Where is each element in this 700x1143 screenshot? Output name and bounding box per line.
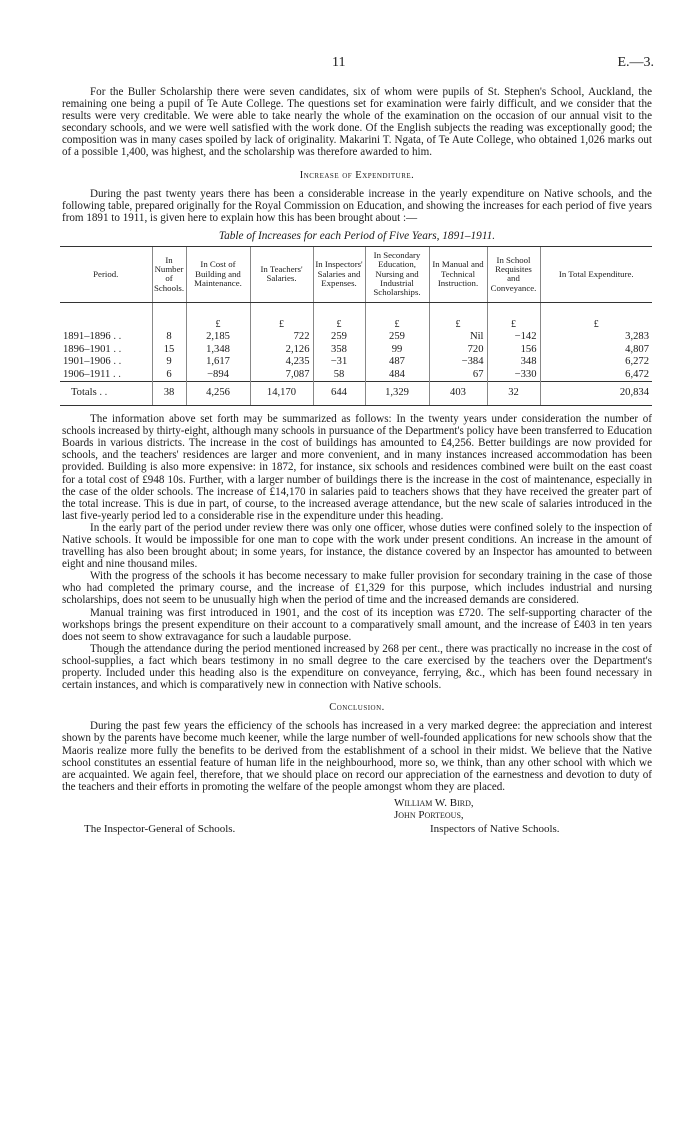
period-cell: 1896–1901 . .: [63, 343, 122, 355]
document-reference: E.—3.: [617, 55, 654, 70]
table-cell: 9: [152, 356, 186, 369]
increases-table: [60, 246, 652, 406]
table-row: [60, 369, 652, 382]
page-number: 11: [332, 55, 346, 70]
table-header-row: [60, 247, 652, 302]
table-title: Table of Increases for each Period of Five Years, 1891–1911.: [218, 229, 496, 242]
table-cell: 487: [365, 356, 429, 369]
attendance-paragraph: Though the attendance during the period mentioned increased by 268 per cent., there was practically no increase in the cost of school-supplies, a fact which bears testimony in no small degree to the care exercised by the teachers over the Department's property. Included under this heading also is the expenditure on conveyance, ferrying, &c., which has been found necessary in certain instances, and which is comparatively new in connection with Native schools.: [62, 642, 652, 692]
table-cell: 2,185: [186, 331, 250, 344]
col-header-total: In Total Expenditure.: [540, 247, 652, 302]
total-cell: 403: [429, 382, 487, 406]
table-cell: 2,126: [250, 344, 313, 357]
table-cell: 259: [313, 331, 365, 344]
heading-conclusion: Conclusion.: [329, 702, 385, 714]
col-header-requisites: In School Requisites and Conveyance.: [487, 247, 540, 302]
signatory-name-porteous: John Porteous,: [394, 808, 464, 821]
table-cell: 4,807: [540, 344, 652, 357]
table-cell: 6: [152, 369, 186, 382]
addressee: The Inspector-General of Schools.: [84, 822, 236, 835]
increase-paragraph: During the past twenty years there has been a considerable increase in the yearly expenditure on Native schools, and the following table, prepared originally for the Royal Commission on Education, and showing the increases for each period of five years from 1891 to 1911, is given here to explain how this has been brought about :—: [62, 187, 652, 224]
table-cell: Nil: [429, 331, 487, 344]
table-cell: 156: [487, 344, 540, 357]
unit-cell: £: [186, 302, 250, 331]
period-cell: 1891–1896 . .: [63, 331, 122, 343]
unit-cell: [152, 302, 186, 331]
table-cell: 358: [313, 344, 365, 357]
unit-cell: £: [365, 302, 429, 331]
table-cell: 720: [429, 344, 487, 357]
table-totals-row: [60, 382, 652, 406]
table-cell: 1,348: [186, 344, 250, 357]
heading-increase-of-expenditure: Increase of Expenditure.: [299, 169, 415, 181]
unit-cell: £: [487, 302, 540, 331]
table-cell: 7,087: [250, 369, 313, 382]
table-cell: 15: [152, 344, 186, 357]
total-cell: 20,834: [540, 382, 652, 406]
table-cell: −384: [429, 356, 487, 369]
col-header-manual: In Manual and Technical Instruction.: [429, 247, 487, 302]
table-row: [60, 356, 652, 369]
table-cell: −330: [487, 369, 540, 382]
inspection-paragraph: In the early part of the period under review there was only one officer, whose duties were confined solely to the inspection of Native schools. It would be impossible for one man to cope with the work under present conditions. An increase in the amount of travelling has also been brought about; in some years, for instance, the distance covered by an Inspector has amounted to between eight and nine thousand miles.: [62, 521, 652, 571]
table-units-row: [60, 302, 652, 331]
signatory-title: Inspectors of Native Schools.: [430, 822, 560, 835]
table-cell: 8: [152, 331, 186, 344]
total-cell: 38: [152, 382, 186, 406]
table-cell: 348: [487, 356, 540, 369]
table-cell: 6,472: [540, 369, 652, 382]
manual-training-paragraph: Manual training was first introduced in 1901, and the cost of its inception was £720. The self-supporting character of the workshops brings the present expenditure on their account to a comparatively small amount, and the increase of £403 in ten years does not seem to show extravagance for such a laudable purpose.: [62, 606, 652, 643]
total-cell: 4,256: [186, 382, 250, 406]
table-cell: 58: [313, 369, 365, 382]
table-cell: 99: [365, 344, 429, 357]
table-cell: 484: [365, 369, 429, 382]
table-cell: 67: [429, 369, 487, 382]
total-cell: 14,170: [250, 382, 313, 406]
unit-cell: £: [429, 302, 487, 331]
total-cell: 32: [487, 382, 540, 406]
table-cell: −142: [487, 331, 540, 344]
totals-label: Totals . .: [60, 382, 152, 406]
table-cell: 6,272: [540, 356, 652, 369]
table-cell: 259: [365, 331, 429, 344]
intro-paragraph: For the Buller Scholarship there were seven candidates, six of whom were pupils of St. Stephen's School, Auckland, the remaining one being a pupil of Te Aute College. The questions set for examination were fairly difficult, and we consider that the results were very creditable. We were able to take nearly the whole of the examination on the occasion of our annual visit to the secondary schools, and we were well satisfied with the work done. Of the English subjects the reading was exceptionally good; the composition was in many cases spoiled by lack of originality. Makarini T. Ngata, of Te Aute College, who obtained 1,026 marks out of a possible 1,400, was highest, and the scholarship was therefore awarded to him.: [62, 86, 652, 159]
col-header-secondary: In Secondary Education, Nursing and Industrial Scholarships.: [365, 247, 429, 302]
unit-cell: £: [313, 302, 365, 331]
conclusion-paragraph: During the past few years the efficiency of the schools has increased in a very marked degree: the appreciation and interest shown by the parents have become much keener, while the large number of well-founded applications for new schools show that the Maoris realize more fully the benefits to be derived from the establishment of a school in their midst. We believe that the Native school constitutes an essential feature of human life in the neighbourhood, more so, we think, than any other school with which we are acquainted. We again feel, therefore, that we should place on record our appreciation of the earnestness and devotion to duty of the teachers and their efforts in promoting the welfare of the people amongst whom they are placed.: [62, 720, 652, 793]
summary-paragraph: The information above set forth may be summarized as follows: In the twenty years under consideration the number of schools increased by thirty-eight, although many schools in pursuance of the Department's policy have been transferred to Education Boards in various districts. The increase in the cost of buildings has amounted to £4,256. Better buildings are now provided for schools, and the teachers' residences are larger and more convenient, and in many instances increased accommodation has been provided. Building is also more expensive: in 1872, for instance, six schools and residences combined were built on the east coast for a total cost of £948 10s. Further, with a larger number of buildings there is the increase in the cost of maintenance, especially in the case of the older schools. The increase of £14,170 in salaries paid to teachers shows that they have received the greater part of the total increase. This is due in part, of course, to the increased average attendance, but the new scale of salaries introduced in the last five-yearly period led to a considerable rise in the expenditure under this heading.: [62, 413, 652, 522]
table-cell: 1,617: [186, 356, 250, 369]
col-header-teachers: In Teachers' Salaries.: [250, 247, 313, 302]
table-cell: −894: [186, 369, 250, 382]
col-header-building: In Cost of Building and Maintenance.: [186, 247, 250, 302]
period-cell: 1906–1911 . .: [63, 368, 121, 380]
signature-block: [62, 797, 652, 837]
secondary-training-paragraph: With the progress of the schools it has become necessary to make fuller provision for secondary training in the case of those who had completed the primary course, and the increase of £1,329 for this purpose, which includes industrial and nursing scholarships, does not seem to be unusually high when the period of time and the increased demands are considered.: [62, 570, 652, 607]
document-page: [62, 55, 652, 837]
page-header: [62, 55, 652, 75]
unit-cell: [60, 302, 152, 331]
col-header-period: Period.: [60, 247, 152, 302]
total-cell: 1,329: [365, 382, 429, 406]
table-cell: 722: [250, 331, 313, 344]
total-cell: 644: [313, 382, 365, 406]
table-row: [60, 344, 652, 357]
col-header-inspectors: In Inspectors' Salaries and Expenses.: [313, 247, 365, 302]
table-cell: −31: [313, 356, 365, 369]
col-header-schools: In Number of Schools.: [152, 247, 186, 302]
table-cell: 3,283: [540, 331, 652, 344]
unit-cell: £: [250, 302, 313, 331]
period-cell: 1901–1906 . .: [63, 356, 122, 368]
table-cell: 4,235: [250, 356, 313, 369]
table-row: [60, 331, 652, 344]
signatory-name-bird: William W. Bird,: [394, 796, 474, 809]
unit-cell: £: [540, 302, 652, 331]
